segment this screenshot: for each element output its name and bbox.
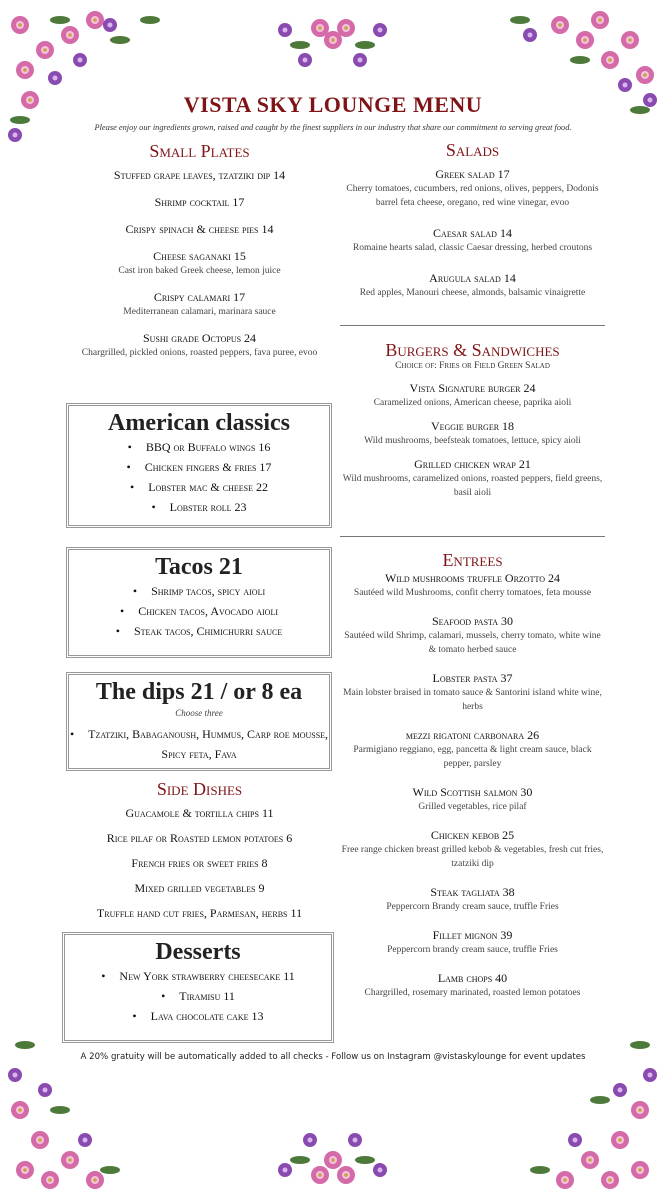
menu-item — [62, 806, 337, 821]
menu-item — [69, 601, 329, 621]
menu-item-name: • Tzatziki, Babaganoush, Hummus, Carp roe mousse, Spicy feta, Fava — [69, 724, 329, 764]
menu-item-name: Steak tagliata 38 — [430, 885, 515, 899]
menu-item — [62, 856, 337, 871]
section-title: Side Dishes — [156, 779, 243, 799]
menu-item-name: Vista Signature burger 24 — [409, 381, 536, 395]
menu-item-description: Romaine hearts salad, classic Caesar dressing, herbed croutons — [352, 243, 593, 253]
menu-item-description: Wild mushrooms, caramelized onions, roasted peppers, field greens, basil aioli — [342, 474, 603, 498]
menu-item-name: Seafood pasta 30 — [431, 614, 514, 628]
menu-item-name: Fillet mignon 39 — [432, 928, 513, 942]
menu-item — [69, 497, 329, 517]
menu-item-name: • Chicken fingers & fries 17 — [69, 457, 329, 477]
section-title: American classics — [108, 410, 290, 436]
menu-item-name: • Tiramisu 11 — [65, 986, 331, 1006]
menu-item-name: • Chicken tacos, Avocado aioli — [69, 601, 329, 621]
menu-item — [69, 477, 329, 497]
menu-item-name: Wild Scottish salmon 30 — [412, 785, 533, 799]
menu-item — [69, 437, 329, 457]
menu-item-description: Chargrilled, pickled onions, roasted peppers, fava puree, evoo — [81, 348, 318, 358]
menu-item-name: Rice pilaf or Roasted lemon potatoes 6 — [106, 831, 293, 845]
menu-item — [340, 167, 605, 210]
menu-item-name: • Lobster mac & cheese 22 — [69, 477, 329, 497]
section-note: Choose three — [175, 708, 223, 718]
menu-item — [340, 785, 605, 814]
menu-item-description: Cherry tomatoes, cucumbers, red onions, olives, peppers, Dodonis barrel feta cheese, oregano, red wine vinegar, evoo — [346, 184, 599, 208]
menu-item — [62, 831, 337, 846]
menu-item-description: Mediterranean calamari, marinara sauce — [123, 307, 276, 317]
menu-item — [62, 195, 337, 210]
menu-item — [340, 828, 605, 871]
menu-item-name: • Lava chocolate cake 13 — [65, 1006, 331, 1026]
menu-item-name: • Lobster roll 23 — [69, 497, 329, 517]
menu-item-name: Truffle hand cut fries, Parmesan, herbs 11 — [96, 906, 303, 920]
menu-item-name: Chicken kebob 25 — [430, 828, 515, 842]
menu-item — [69, 581, 329, 601]
menu-item-name: Grilled chicken wrap 21 — [414, 457, 531, 471]
section-entrees — [340, 549, 605, 1014]
section-small-plates — [62, 140, 337, 372]
menu-item — [65, 1006, 331, 1026]
menu-item-description: Chargrilled, rosemary marinated, roasted lemon potatoes — [364, 988, 581, 998]
menu-item-name: • New York strawberry cheesecake 11 — [65, 966, 331, 986]
menu-item — [65, 966, 331, 986]
menu-item — [62, 168, 337, 183]
section-title: Burgers & Sandwiches — [385, 340, 560, 360]
menu-item — [62, 331, 337, 360]
menu-item-description: Sautéed wild Shrimp, calamari, mussels, cherry tomato, white wine & tomato herbed sauce — [344, 631, 601, 655]
section-tacos — [66, 547, 332, 658]
divider — [340, 536, 605, 537]
menu-item-name: Shrimp cocktail 17 — [154, 195, 245, 209]
section-title: Tacos 21 — [155, 554, 243, 580]
menu-item-name: Lobster pasta 37 — [432, 671, 513, 685]
divider — [340, 325, 605, 326]
section-burgers — [340, 339, 605, 509]
menu-item-description: Peppercorn brandy cream sauce, truffle Fries — [387, 945, 558, 955]
menu-title: VISTA SKY LOUNGE MENU — [183, 92, 483, 117]
section-title: Small Plates — [149, 141, 250, 161]
menu-item — [62, 222, 337, 237]
section-title: Desserts — [155, 939, 241, 965]
menu-item-name: Sushi grade Octopus 24 — [142, 331, 257, 345]
menu-item-name: Stuffed grape leaves, tzatziki dip 14 — [113, 168, 286, 182]
menu-item — [62, 881, 337, 896]
menu-item — [340, 971, 605, 1000]
section-title: Salads — [445, 140, 500, 160]
menu-item — [340, 419, 605, 448]
menu-item-description: Wild mushrooms, beefsteak tomatoes, lettuce, spicy aioli — [364, 436, 581, 446]
section-title: The dips 21 / or 8 ea — [95, 679, 303, 705]
menu-item-name: • Steak tacos, Chimichurri sauce — [69, 621, 329, 641]
menu-item — [340, 928, 605, 957]
menu-item-name: • Shrimp tacos, spicy aioli — [69, 581, 329, 601]
menu-item-description: Sautéed wild Mushrooms, confit cherry tomatoes, feta mousse — [353, 588, 592, 598]
menu-item-name: Crispy calamari 17 — [153, 290, 246, 304]
footer-note: A 20% gratuity will be automatically added to all checks - Follow us on Instagram @vistaskylounge for event updates — [80, 1052, 586, 1062]
menu-item-name: • BBQ or Buffalo wings 16 — [69, 437, 329, 457]
menu-item-name: mezzi rigatoni carbonara 26 — [405, 728, 540, 742]
menu-item-description: Caramelized onions, American cheese, paprika aioli — [373, 398, 572, 408]
menu-item — [62, 906, 337, 921]
section-american-classics — [66, 403, 332, 528]
menu-item-description: Free range chicken breast grilled kebob & vegetables, fresh cut fries, tzatziki dip — [341, 845, 604, 869]
menu-item — [340, 728, 605, 771]
section-salads — [340, 139, 605, 316]
menu-item — [340, 226, 605, 255]
menu-item — [340, 381, 605, 410]
menu-item — [69, 621, 329, 641]
menu-item-name: Guacamole & tortilla chips 11 — [125, 806, 274, 820]
menu-item — [62, 249, 337, 278]
menu-item — [62, 290, 337, 319]
menu-item-name: Greek salad 17 — [435, 167, 510, 181]
menu-item-name: Mixed grilled vegetables 9 — [134, 881, 265, 895]
menu-item-description: Cast iron baked Greek cheese, lemon juice — [118, 266, 281, 276]
menu-item — [69, 724, 329, 764]
section-side-dishes — [62, 778, 337, 931]
menu-item — [340, 571, 605, 600]
menu-item-description: Peppercorn Brandy cream sauce, truffle Fries — [386, 902, 559, 912]
menu-item — [340, 614, 605, 657]
menu-item — [340, 271, 605, 300]
menu-item-name: Wild mushrooms truffle Orzotto 24 — [385, 571, 560, 585]
section-desserts — [62, 932, 334, 1043]
section-subtitle: Choice of: Fries or Field Green Salad — [395, 361, 550, 371]
menu-item-description: Main lobster braised in tomato sauce & Santorini island white wine, herbs — [343, 688, 602, 712]
section-title: Entrees — [442, 550, 503, 570]
menu-item-name: Crispy spinach & cheese pies 14 — [125, 222, 274, 236]
menu-item — [340, 671, 605, 714]
menu-item — [340, 885, 605, 914]
section-dips — [66, 672, 332, 771]
menu-item-name: Caesar salad 14 — [433, 226, 512, 240]
menu-item-name: Veggie burger 18 — [430, 419, 515, 433]
menu-item-name: French fries or sweet fries 8 — [131, 856, 268, 870]
menu-item — [69, 457, 329, 477]
menu-item-name: Cheese saganaki 15 — [153, 249, 246, 263]
menu-item-description: Red apples, Manouri cheese, almonds, balsamic vinaigrette — [359, 288, 586, 298]
menu-item-name: Arugula salad 14 — [429, 271, 516, 285]
menu-item — [65, 986, 331, 1006]
menu-item-description: Parmigiano reggiano, egg, pancetta & light cream sauce, black pepper, parsley — [353, 745, 592, 769]
menu-item — [340, 457, 605, 500]
tagline: Please enjoy our ingredients grown, raised and caught by the finest suppliers in our industry that share our commitment to serving great food. — [94, 123, 572, 132]
menu-item-name: Lamb chops 40 — [437, 971, 508, 985]
menu-item-description: Grilled vegetables, rice pilaf — [418, 802, 527, 812]
